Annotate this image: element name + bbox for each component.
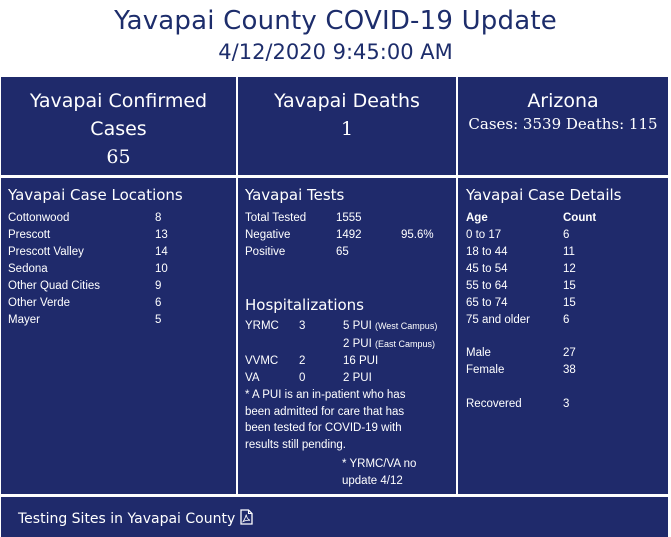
gender-label: Male	[466, 347, 491, 359]
tests-value: 65	[336, 246, 349, 258]
hosp-site: VA	[245, 372, 260, 384]
locations-title: Yavapai Case Locations	[8, 186, 183, 204]
location-count: 9	[155, 280, 162, 292]
location-name: Sedona	[8, 263, 48, 275]
location-count: 5	[155, 314, 162, 326]
age-group: 65 to 74	[466, 297, 508, 309]
arizona-label: Arizona	[527, 90, 599, 112]
page-title: Yavapai County COVID-19 Update	[114, 6, 557, 36]
age-count: 12	[563, 263, 576, 275]
hosp-pui	[343, 338, 435, 350]
age-group: 0 to 17	[466, 229, 502, 241]
location-name: Cottonwood	[8, 212, 70, 224]
age-count: 15	[563, 280, 576, 292]
location-count: 10	[155, 263, 168, 275]
tests-label: Positive	[245, 246, 286, 258]
testing-sites-link[interactable]	[18, 509, 253, 529]
tests-label: Negative	[245, 229, 291, 241]
age-count: 6	[563, 314, 570, 326]
recovered-count: 3	[563, 398, 570, 410]
tests-panel	[238, 178, 456, 494]
deaths-value: 1	[340, 118, 354, 140]
recovered-label: Recovered	[466, 398, 522, 410]
footer-bar	[1, 497, 668, 537]
update-footnote: * YRMC/VA no update 4/12	[342, 458, 417, 487]
hosp-count: 3	[299, 320, 306, 332]
hosp-pui-text: 2 PUI	[343, 338, 372, 350]
testing-sites-label: Testing Sites in Yavapai County	[18, 511, 236, 527]
hosp-pui-text: 2 PUI	[343, 372, 372, 384]
count-column-header: Count	[563, 212, 597, 224]
hosp-campus: (East Campus)	[374, 339, 435, 349]
pdf-icon	[240, 509, 253, 529]
tests-label: Total Tested	[245, 212, 307, 224]
hosp-count: 0	[299, 372, 306, 384]
deaths-label: Yavapai Deaths	[274, 90, 420, 112]
location-name: Other Quad Cities	[8, 280, 101, 292]
hosp-site: VVMC	[245, 355, 279, 367]
arizona-card	[458, 77, 668, 175]
hospitalizations-title: Hospitalizations	[245, 296, 364, 314]
location-name: Mayer	[8, 314, 40, 326]
gender-count: 27	[563, 347, 576, 359]
tests-value: 1555	[336, 212, 362, 224]
location-count: 13	[155, 229, 168, 241]
hosp-pui-text: 16 PUI	[343, 355, 379, 367]
case-locations-panel	[1, 178, 236, 494]
pui-footnote: * A PUI is an in-patient who has been admitted for care that has been tested for COVID-19 with results still pending.	[245, 389, 406, 451]
gender-label: Female	[466, 364, 505, 376]
age-group: 55 to 64	[466, 280, 508, 292]
tests-negative-pct: 95.6%	[401, 229, 434, 241]
age-column-header: Age	[466, 212, 488, 224]
hosp-pui-text: 5 PUI	[343, 320, 372, 332]
hosp-site: YRMC	[245, 320, 279, 332]
deaths-card	[238, 77, 456, 175]
age-count: 15	[563, 297, 576, 309]
location-count: 8	[155, 212, 162, 224]
age-group: 75 and older	[466, 314, 530, 326]
gender-count: 38	[563, 364, 576, 376]
hosp-campus: (West Campus)	[374, 321, 438, 331]
case-details-panel	[458, 178, 668, 494]
location-count: 6	[155, 297, 162, 309]
hosp-count: 2	[299, 355, 306, 367]
hosp-pui	[343, 320, 437, 332]
age-group: 45 to 54	[466, 263, 508, 275]
age-count: 11	[563, 246, 575, 258]
location-count: 14	[155, 246, 168, 258]
update-date: 4/12/2020 9:45:00 AM	[218, 40, 453, 64]
confirmed-label-line1: Yavapai Confirmed	[29, 90, 208, 112]
tests-value: 1492	[336, 229, 362, 241]
details-title: Yavapai Case Details	[466, 186, 622, 204]
arizona-summary: Cases: 3539 Deaths: 115	[468, 115, 658, 133]
tests-title: Yavapai Tests	[245, 186, 345, 204]
age-group: 18 to 44	[466, 246, 508, 258]
location-name: Prescott Valley	[8, 246, 84, 258]
confirmed-label-line2: Cases	[90, 118, 147, 140]
confirmed-cases-card	[1, 77, 236, 175]
location-name: Other Verde	[8, 297, 71, 309]
age-count: 6	[563, 229, 570, 241]
confirmed-value: 65	[106, 146, 131, 168]
location-name: Prescott	[8, 229, 51, 241]
